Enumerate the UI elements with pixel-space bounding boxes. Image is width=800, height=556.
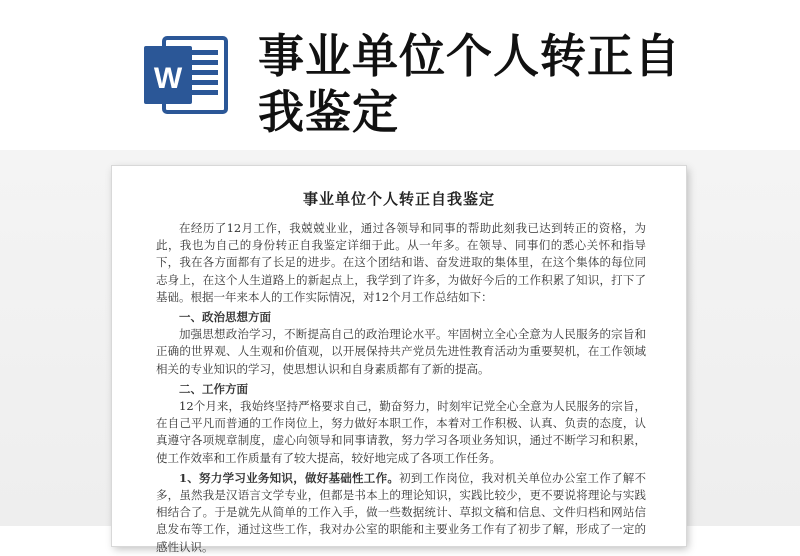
document-body [156, 220, 646, 556]
document-heading: 事业单位个人转正自我鉴定 [302, 190, 495, 208]
section-heading-work: 二、工作方面 [179, 381, 248, 396]
section-paragraph-work: 12个月来，我始终坚持严格要求自己，勤奋努力，时刻牢记党全心全意为人民服务的宗旨，在自己平凡而普通的工作岗位上，努力做好本职工作，本着对工作积极、认真、负责的态度，认真遵守各项规章制度，虚心向领导和同事请教，努力学习各项业务知识，通过不断学习和积累，使工作效率和工作质量有了较大提高，较好地完成了各项工作任务。 [156, 399, 646, 465]
section-heading-politics: 一、政治思想方面 [179, 310, 271, 325]
header-banner [0, 0, 800, 160]
item-lead-1: 1、努力学习业务知识，做好基础性工作。 [179, 470, 400, 485]
document-page [112, 166, 686, 554]
item-paragraph-1 [156, 470, 646, 556]
intro-paragraph: 在经历了12月工作，我兢兢业业，通过各领导和同事的帮助此刻我已达到转正的资格，为此，我也为自己的身份转正自我鉴定详细于此。从一年多。在领导、同事们的悉心关怀和指导下，我在各方面都有了长足的进步。在这个团结和谐、奋发进取的集体里，在这个集体的每位同志身上，在这个人生道路上的新起点上，我学到了许多，为做好今后的工作积累了知识，打下了基础。根据一年来本人的工作实际情况，对12个月工作总结如下： [156, 221, 646, 304]
word-icon-letter: W [153, 62, 183, 95]
section-paragraph-politics: 加强思想政治学习，不断提高自己的政治理论水平。牢固树立全心全意为人民服务的宗旨和正确的世界观、人生观和价值观，以开展保持共产党员先进性教育活动为重要契机，在工作领域相关的专业知识的学习，使思想认识和自身素质都有了新的提高。 [156, 327, 646, 376]
item-body-1: 初到工作岗位，我对机关单位办公室工作了解不多，虽然我是汉语言文学专业，但都是书本上的理论知识，实践比较少，更不要说将理论与实践相结合了。于是就先从简单的工作入手，做一些数据统计、草拟文稿和信息、文件归档和网站信息发布等工作，通过这些工作，我对办公室的职能和主要业务工作有了初步了解，形成了一定的感性认识。 [156, 470, 647, 554]
word-document-icon [142, 36, 230, 114]
page-title: 事业单位个人转正自我鉴定 [258, 29, 681, 139]
